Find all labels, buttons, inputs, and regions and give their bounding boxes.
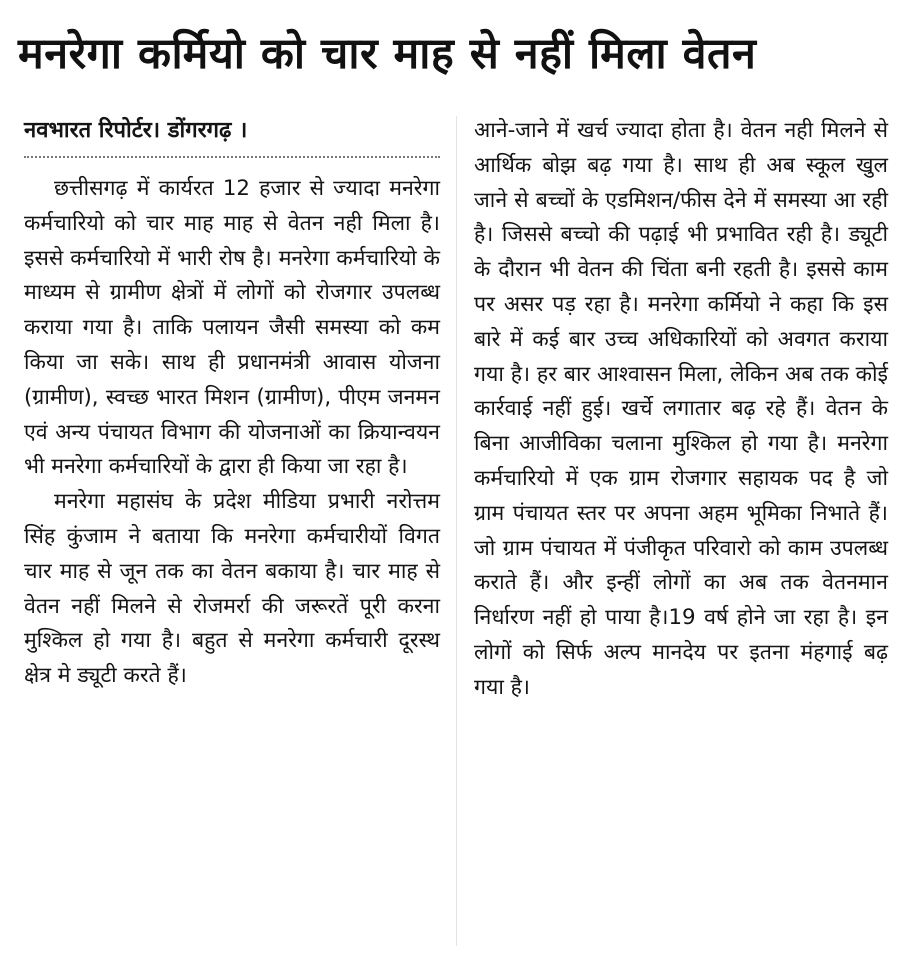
paragraph-3: आने-जाने में खर्च ज्यादा होता है। वेतन नही मिलने से आर्थिक बोझ बढ़ गया है। साथ ही अब स्कूल खुल जाने से बच्चों के एडमिशन/फीस देने में समस्या आ रही है। जिससे बच्चो की पढ़ाई भी प्रभावित रही है। ड्यूटी के दौरान भी वेतन की चिंता बनी रहती है। इससे काम पर असर पड़ रहा है। मनरेगा कर्मियो ने कहा कि इस बारे में कई बार उच्च अधिकारियों को अवगत कराया गया है। हर बार आश्वासन मिला, लेकिन अब तक कोई कार्रवाई नहीं हुई। खर्चे लगातार बढ़ रहे हैं। वेतन के बिना आजीविका चलाना मुश्किल हो गया है। मनरेगा कर्मचारियो में एक ग्राम रोजगार सहायक पद है जो ग्राम पंचायत स्तर पर अपना अहम भूमिका निभाते हैं। जो ग्राम पंचायत में पंजीकृत परिवारो को काम उपलब्ध कराते हैं। और इन्हीं लोगों का अब तक वेतनमान निर्धारण नहीं हो पाया है।19 वर्ष होने जा रहा है। इन लोगों को सिर्फ अल्प मानदेय पर इतना मंहगाई बढ़ गया है। xyxy=(474,118,888,700)
byline: नवभारत रिपोर्टर। डोंगरगढ़ । xyxy=(24,118,248,143)
paragraph-2: मनरेगा महासंघ के प्रदेश मीडिया प्रभारी नरोत्तम सिंह कुंजाम ने बताया कि मनरेगा कर्मचारीयों विगत चार माह से जून तक का वेतन बकाया है। चार माह से वेतन नहीं मिलने से रोजमर्रा की जरूरतें पूरी करना मुश्किल हो गया है। बहुत से मनरेगा कर्मचारी दूरस्थ क्षेत्र मे ड्यूटी करते हैं। xyxy=(24,489,440,689)
article-column-right xyxy=(474,114,888,706)
article-column-left xyxy=(24,112,440,694)
paragraph-1: छत्तीसगढ़ में कार्यरत 12 हजार से ज्यादा मनरेगा कर्मचारियो को चार माह माह से वेतन नही मिला है। इससे कर्मचारियो में भारी रोष है। मनरेगा कर्मचारियो के माध्यम से ग्रामीण क्षेत्रों में लोगों को रोजगार उपलब्ध कराया गया है। ताकि पलायन जैसी समस्या को कम किया जा सके। साथ ही प्रधानमंत्री आवास योजना (ग्रामीण), स्वच्छ भारत मिशन (ग्रामीण), पीएम जनमन एवं अन्य पंचायत विभाग की योजनाओं का क्रियान्वयन भी मनरेगा कर्मचारियों के द्वारा ही किया जा रहा है। xyxy=(24,176,440,480)
column-divider xyxy=(456,116,457,946)
headline: मनरेगा कर्मियो को चार माह से नहीं मिला वेतन xyxy=(18,29,757,79)
byline-dotted-rule xyxy=(24,156,440,158)
